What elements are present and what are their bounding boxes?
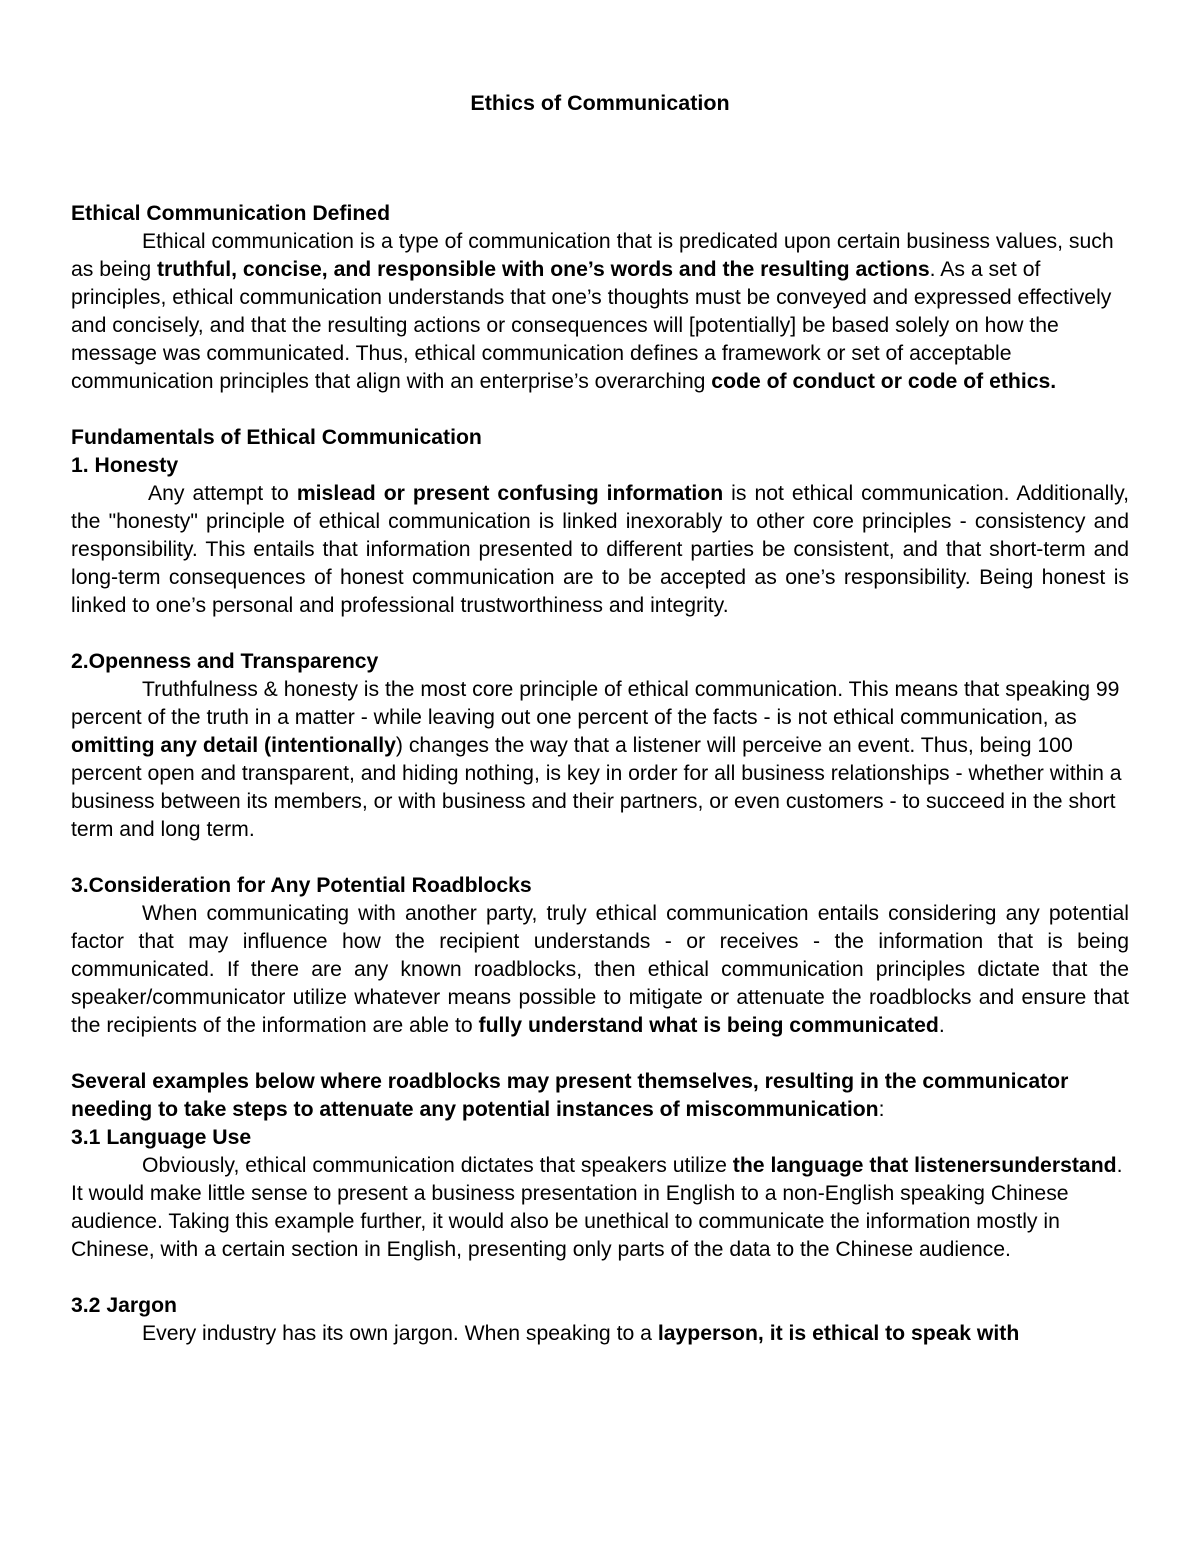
bold-run: fully understand what is being communicated (478, 1014, 939, 1037)
text-run: . As a set of principles, ethical communication understands that one’s thoughts must be conveyed and expressed effectively and concisely, and that the resulting actions or consequences will [potentially] be based solely on how the message was communicated. Thus, ethical communication defines a framework or set of acceptable communication principles that align with an enterprise’s overarching (71, 258, 1112, 393)
paragraph-honesty (71, 480, 1129, 620)
text-run: Every industry has its own jargon. When speaking to a (142, 1322, 658, 1345)
paragraph-jargon (71, 1320, 1129, 1348)
bold-run: mislead or present confusing information (296, 482, 724, 505)
document-title: Ethics of Communication (470, 91, 730, 115)
text-run: When communicating with another party, truly ethical communication entails considering any potential factor that may influence how the recipient understands - or receives - the information that is being communicated. If there are any known roadblocks, then ethical communication principles dictate that the speaker/communicator utilize whatever means possible to mitigate or attenuate the roadblocks and ensure that the recipients of the information are able to (71, 902, 1129, 1037)
bold-run: code of conduct or code of ethics. (711, 370, 1057, 393)
paragraph-examples (71, 1068, 1129, 1124)
heading-openness: 2.Openness and Transparency (71, 650, 379, 673)
heading-roadblocks: 3.Consideration for Any Potential Roadblocks (71, 874, 532, 897)
bold-run: Several examples below where roadblocks may present themselves, resulting in the communicator needing to take steps to attenuate any potential instances of miscommunication (71, 1070, 1069, 1121)
paragraph-language-use (71, 1152, 1129, 1264)
paragraph-roadblocks (71, 900, 1129, 1040)
heading-honesty: 1. Honesty (71, 454, 179, 477)
heading-ethical-communication-defined: Ethical Communication Defined (71, 202, 391, 225)
paragraph-defined (71, 228, 1129, 396)
text-run: ) changes the way that a listener will perceive an event. Thus, being 100 percent open and transparent, and hiding nothing, is key in order for all business relationships - whether within a business between its members, or with business and their partners, or even customers - to succeed in the short term and long term. (71, 734, 1122, 841)
text-run: is not ethical communication. Additionally, the "honesty" principle of ethical communication is linked inexorably to other core principles - consistency and responsibility. This entails that information presented to different parties be consistent, and that short-term and long-term consequences of honest communication are to be accepted as one’s responsibility. Being honest is linked to one’s personal and professional trustworthiness and integrity. (71, 482, 1130, 617)
text-run: Ethical communication is a type of communication that is predicated upon certain business values, such as being (71, 230, 1114, 281)
bold-run: truthful, concise, and responsible with one’s words and the resulting actions (157, 258, 930, 281)
document-page (71, 88, 1129, 1348)
bold-run: the language that listenersunderstand (732, 1154, 1117, 1177)
text-run: Obviously, ethical communication dictates that speakers utilize (142, 1154, 733, 1177)
heading-fundamentals: Fundamentals of Ethical Communication (71, 426, 482, 449)
text-run: : (878, 1098, 885, 1121)
paragraph-openness (71, 676, 1129, 844)
bold-run: omitting any detail (intentionally (71, 734, 396, 757)
text-run: . It would make little sense to present a business presentation in English to a non-English speaking Chinese audience. Taking this example further, it would also be unethical to communicate the information mostly in Chinese, with a certain section in English, presenting only parts of the data to the Chinese audience. (71, 1154, 1123, 1261)
text-run: Any attempt to (148, 482, 297, 505)
bold-run: layperson, it is ethical to speak with (657, 1322, 1020, 1345)
heading-jargon: 3.2 Jargon (71, 1294, 177, 1317)
text-run: . (938, 1014, 945, 1037)
heading-language-use: 3.1 Language Use (71, 1126, 252, 1149)
text-run: Truthfulness & honesty is the most core principle of ethical communication. This means that speaking 99 percent of the truth in a matter - while leaving out one percent of the facts - is not ethical communication, as (71, 678, 1120, 729)
